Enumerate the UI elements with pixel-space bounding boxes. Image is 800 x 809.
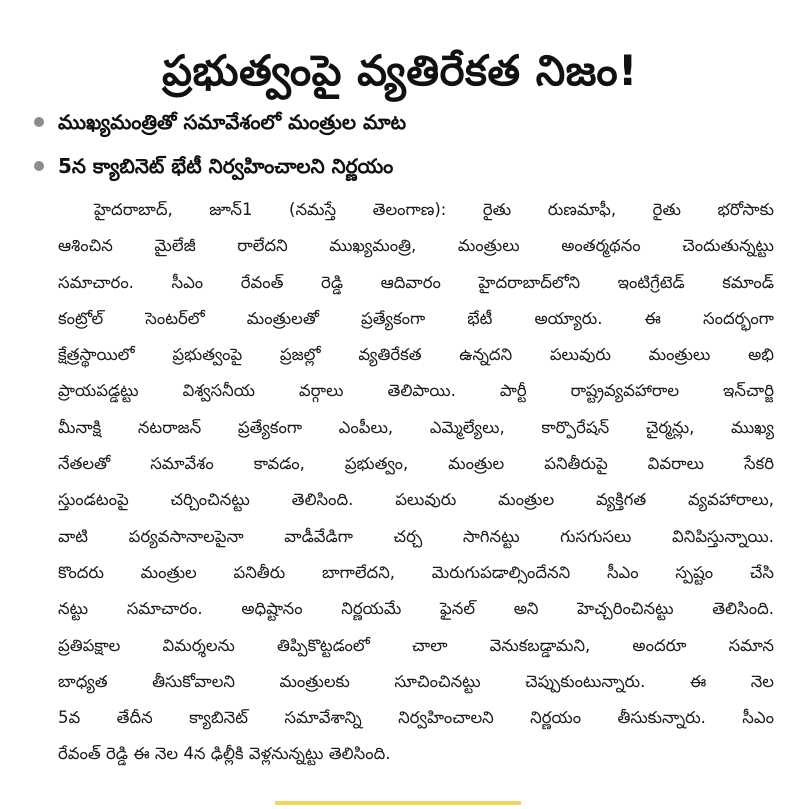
bullet-icon: [34, 117, 44, 127]
body-line: వాటి పర్యవసానాలపైనా వాడీవేడిగా చర్చ సాగినట్టు గుసగుసలు వినిపిస్తున్నాయి.: [58, 526, 774, 546]
kicker-item: [34, 104, 406, 140]
body-line: నట్టు సమాచారం. అధిష్టానం నిర్ణయమే ఫైనల్ అని హెచ్చరించినట్టు తెలిసింది.: [58, 599, 774, 619]
body-line: 5వ తేదీన క్యాబినెట్ సమావేశాన్ని నిర్వహించాలని నిర్ణయం తీసుకున్నారు. సీఎం: [58, 708, 774, 728]
body-line: మీనాక్షి నటరాజన్ ప్రత్యేకంగా ఎంపీలు, ఎమ్మెల్యేలు, కార్పొరేషన్ చైర్మన్లు, ముఖ్య: [58, 417, 774, 437]
body-line: కంట్రోల్ సెంటర్‌లో మంత్రులతో ప్రత్యేకంగా భేటీ అయ్యారు. ఈ సందర్భంగా: [58, 308, 774, 328]
body-line: రేవంత్ రెడ్డి ఈ నెల 4న ఢిల్లీకి వెళ్లనున్నట్టు తెలిసింది.: [58, 744, 391, 764]
kicker-text: 5న క్యాబినెట్ భేటీ నిర్వహించాలని నిర్ణయం: [58, 154, 394, 178]
headline: ప్రభుత్వంపై వ్యతిరేకత నిజం!: [162, 46, 638, 96]
body-line: నేతలతో సమావేశం కావడం, ప్రభుత్వం, మంత్రుల పనితీరుపై వివరాలు సేకరి: [58, 454, 774, 474]
body-line: హైదరాబాద్, జూన్1 (నమస్తే తెలంగాణ): రైతు రుణమాఫీ, రైతు భరోసాకు: [94, 200, 774, 219]
body-line: స్తుండటంపై చర్చించినట్టు తెలిసింది. పలువురు మంత్రుల వ్యక్తిగత వ్యవహారాలు,: [58, 490, 774, 510]
kicker-text: ముఖ్యమంత్రితో సమావేశంలో మంత్రుల మాట: [58, 110, 407, 134]
body-line: బాధ్యత తీసుకోవాలని మంత్రులకు సూచించినట్టు చెప్పుకుంటున్నారు. ఈ నెల: [58, 671, 774, 691]
body-line: సమాచారం. సీఎం రేవంత్ రెడ్డి ఆదివారం హైదరాబాద్‌లోని ఇంటిగ్రేటెడ్ కమాండ్: [58, 272, 774, 292]
kicker-item: [34, 148, 393, 184]
body-line: ఆశించిన మైలేజీ రాలేదని ముఖ్యమంత్రి, మంత్రులు అంతర్మథనం చెందుతున్నట్టు: [58, 236, 774, 256]
body-line: ప్రతిపక్షాల విమర్శలను తిప్పికొట్టడంలో చాలా వెనుకబడ్డామని, అందరూ సమాన: [58, 635, 774, 655]
bottom-accent-rule: [275, 801, 521, 805]
article-body: [58, 192, 774, 773]
body-line: కొందరు మంత్రుల పనితీరు బాగాలేదని, మెరుగుపడాల్సిందేనని సీఎం స్పష్టం చేసి: [58, 562, 774, 582]
bullet-icon: [34, 161, 44, 171]
body-line: ప్రాయపడ్డట్టు విశ్వసనీయ వర్గాలు తెలిపాయి. పార్టీ రాష్ట్రవ్యవహారాల ఇన్‌చార్జి: [58, 381, 774, 401]
body-line: క్షేత్రస్థాయిలో ప్రభుత్వంపై ప్రజల్లో వ్యతిరేకత ఉన్నదని పలువురు మంత్రులు అభి: [58, 345, 774, 365]
